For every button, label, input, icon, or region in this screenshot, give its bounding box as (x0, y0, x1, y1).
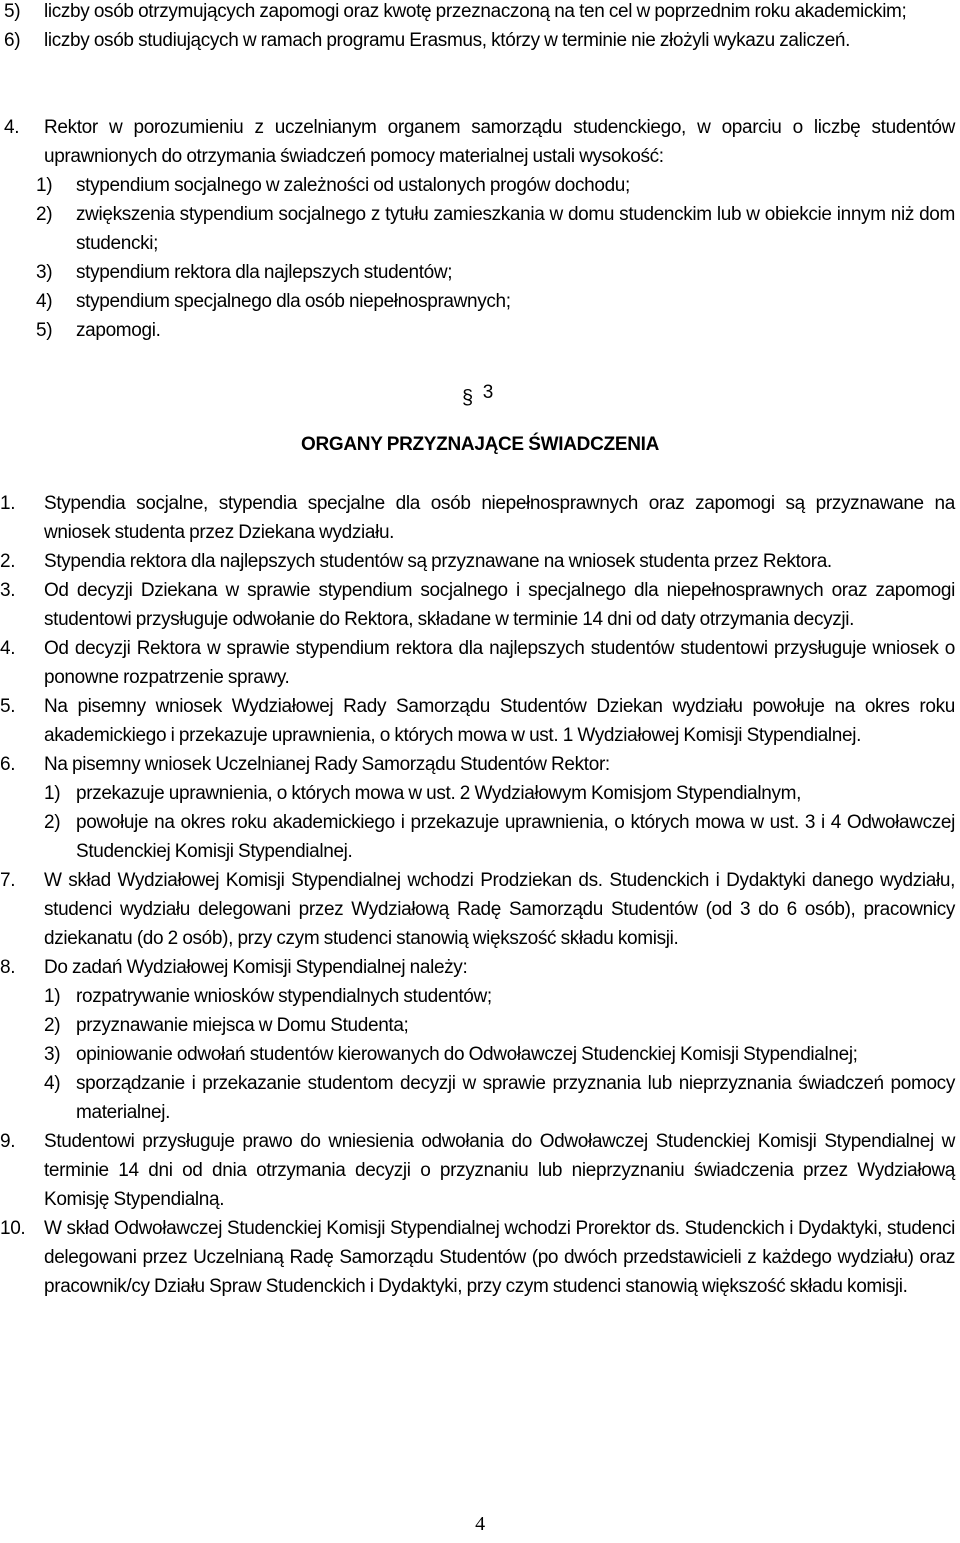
sub-point-number: 2) (44, 812, 61, 833)
point-number: 7. (0, 870, 16, 891)
list-item (0, 200, 955, 258)
section-heading: ORGANY PRZYZNAJĄCE ŚWIADCZENIA (300, 434, 660, 455)
numbered-point (0, 1127, 955, 1214)
paragraph-text: Rektor w porozumieniu z uczelnianym organem samorządu studenckiego, w oparciu o liczbę studentów uprawnionych do otrzymania świadczeń pomocy materialnej ustali wysokość: (44, 117, 955, 167)
numbered-point (0, 692, 955, 750)
section-number (462, 378, 493, 413)
list-item (0, 0, 955, 26)
point-number: 3. (0, 580, 16, 601)
numbered-point (0, 547, 955, 576)
point-text: Do zadań Wydziałowej Komisji Stypendialnej należy: (44, 957, 468, 978)
point-text: Na pisemny wniosek Uczelnianej Rady Samorządu Studentów Rektor: (44, 754, 610, 775)
numbered-point (0, 576, 955, 634)
section-sign-icon: § (462, 387, 473, 409)
sub-point-number: 4) (44, 1073, 61, 1094)
point-number: 5. (0, 696, 16, 717)
sub-point (0, 808, 955, 866)
item-text: stypendium specjalnego dla osób niepełnosprawnych; (76, 291, 511, 312)
point-number: 4. (0, 638, 16, 659)
sub-point (0, 779, 955, 808)
item-number: 3) (36, 262, 53, 283)
item-number: 2) (36, 204, 53, 225)
points-list (0, 489, 955, 1301)
point-text: Od decyzji Rektora w sprawie stypendium rektora dla najlepszych studentów studentowi przysługuje wniosek o ponowne rozpatrzenie sprawy. (44, 638, 955, 688)
point-text: W skład Odwoławczej Studenckiej Komisji Stypendialnej wchodzi Prorektor ds. Studenckich i Dydaktyki, studenci delegowani przez Uczelnianą Radę Samorządu Studentów (po dwóch przedstawicieli z każdego wydziału) oraz pracownik/cy Działu Spraw Studenckich i Dydaktyki, przy czym studenci stanowią większość składu komisji. (44, 1218, 955, 1297)
sub-point-text: rozpatrywanie wniosków stypendialnych studentów; (76, 986, 492, 1007)
item-number: 5) (36, 320, 53, 341)
list-item (0, 171, 955, 200)
list-item (0, 26, 955, 55)
item-text: liczby osób otrzymujących zapomogi oraz kwotę przeznaczoną na ten cel w poprzednim roku akademickim; (44, 1, 907, 22)
point-number: 8. (0, 957, 16, 978)
page-number: 4 (475, 1513, 485, 1535)
top-list (0, 0, 955, 55)
numbered-point (0, 953, 955, 982)
item-text: stypendium socjalnego w zależności od ustalonych progów dochodu; (76, 175, 630, 196)
point-number: 10. (0, 1218, 26, 1239)
point-number: 9. (0, 1131, 16, 1152)
sub-point-number: 1) (44, 986, 61, 1007)
point-number: 6. (0, 754, 16, 775)
sub-point (0, 1040, 955, 1069)
numbered-point (0, 634, 955, 692)
point-text: Od decyzji Dziekana w sprawie stypendium socjalnego i specjalnego dla niepełnosprawnych oraz zapomogi studentowi przysługuje odwołanie do Rektora, składane w terminie 14 dni od daty otrzymania decyzji. (44, 580, 955, 630)
numbered-point (0, 866, 955, 953)
numbered-point (0, 750, 955, 779)
point-text: W skład Wydziałowej Komisji Stypendialnej wchodzi Prodziekan ds. Studenckich i Dydaktyki danego wydziału, studenci wydziału delegowani przez Wydziałową Radę Samorządu Studentów (od 3 do 6 osób), pracownicy dziekanatu (do 2 osób), przy czym studenci stanowią większość składu komisji. (44, 870, 955, 949)
sub-point-number: 3) (44, 1044, 61, 1065)
point-text: Stypendia socjalne, stypendia specjalne dla osób niepełnosprawnych oraz zapomogi są przyznawane na wniosek studenta przez Dziekana wydziału. (44, 493, 955, 543)
sub-point-text: sporządzanie i przekazanie studentom decyzji w sprawie przyznania lub nieprzyznania świadczeń pomocy materialnej. (76, 1073, 955, 1123)
item-number: 1) (36, 175, 53, 196)
item-text: liczby osób studiujących w ramach programu Erasmus, którzy w terminie nie złożyli wykazu zaliczeń. (44, 30, 851, 51)
point-text: Stypendia rektora dla najlepszych studentów są przyznawane na wniosek studenta przez Rektora. (44, 551, 832, 572)
sub-point-text: opiniowanie odwołań studentów kierowanych do Odwoławczej Studenckiej Komisji Stypendialnej; (76, 1044, 858, 1065)
sub-point-number: 1) (44, 783, 61, 804)
item-number: 5) (4, 1, 21, 22)
paragraph-number: 4. (4, 117, 20, 138)
numbered-point (0, 489, 955, 547)
list-item (0, 258, 955, 287)
point-text: Studentowi przysługuje prawo do wniesienia odwołania do Odwoławczej Studenckiej Komisji Stypendialnej w terminie 14 dni od dnia otrzymania decyzji o przyznaniu lub nieprzyznaniu świadczenia przez Wydziałową Komisję Stypendialną. (44, 1131, 955, 1210)
numbered-point (0, 1214, 955, 1301)
point-text: Na pisemny wniosek Wydziałowej Rady Samorządu Studentów Dziekan wydziału powołuje na okres roku akademickiego i przekazuje uprawnienia, o których mowa w ust. 1 Wydziałowej Komisji Stypendialnej. (44, 696, 955, 746)
section-number-value: 3 (482, 382, 493, 403)
item-text: zwiększenia stypendium socjalnego z tytułu zamieszkania w domu studenckim lub w obiekcie innym niż dom studencki; (76, 204, 955, 254)
list-item (0, 287, 955, 316)
paragraph-4 (0, 113, 955, 345)
sub-point-text: powołuje na okres roku akademickiego i przekazuje uprawnienia, o których mowa w ust. 3 i 4 Odwoławczej Studenckiej Komisji Stypendialnej. (76, 812, 955, 862)
sub-point-number: 2) (44, 1015, 61, 1036)
list-item (0, 316, 955, 345)
sub-point (0, 982, 955, 1011)
numbered-paragraph (0, 113, 955, 171)
sub-point-text: przyznawanie miejsca w Domu Studenta; (76, 1015, 409, 1036)
sub-point (0, 1011, 955, 1040)
point-number: 1. (0, 493, 16, 514)
point-number: 2. (0, 551, 16, 572)
sub-point (0, 1069, 955, 1127)
item-text: zapomogi. (76, 320, 161, 341)
item-number: 4) (36, 291, 53, 312)
item-number: 6) (4, 30, 21, 51)
sub-point-text: przekazuje uprawnienia, o których mowa w ust. 2 Wydziałowym Komisjom Stypendialnym, (76, 783, 802, 804)
item-text: stypendium rektora dla najlepszych studentów; (76, 262, 453, 283)
